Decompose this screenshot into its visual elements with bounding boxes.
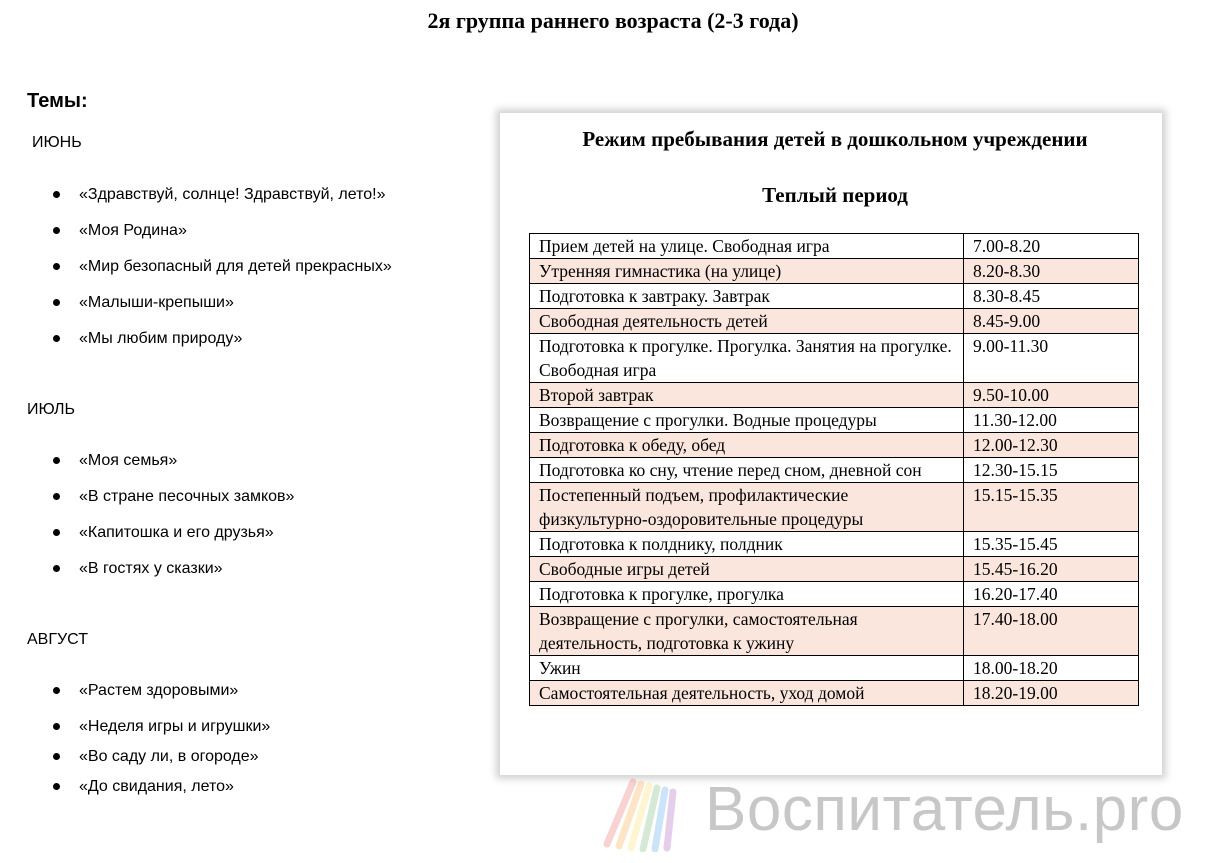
table-row [530,433,1139,458]
table-row [530,284,1139,309]
table-row [530,383,1139,408]
list-item: «Малыши-крепыши» [52,293,234,312]
time-cell: 9.00-11.30 [964,334,1139,383]
watermark [597,768,1217,858]
time-cell: 7.00-8.20 [964,234,1139,259]
activity-cell: Возвращение с прогулки. Водные процедуры [530,408,964,433]
table-row [530,334,1139,383]
activity-cell: Подготовка к прогулке. Прогулка. Занятия на прогулке. Свободная игра [530,334,964,383]
activity-cell: Подготовка к обеду, обед [530,433,964,458]
activity-cell: Утренняя гимнастика (на улице) [530,259,964,284]
list-item: «Моя Родина» [52,221,187,240]
list-item: «В стране песочных замков» [52,487,294,506]
activity-cell: Свободные игры детей [530,557,964,582]
time-cell: 16.20-17.40 [964,582,1139,607]
activity-cell: Второй завтрак [530,383,964,408]
time-cell: 18.20-19.00 [964,681,1139,706]
schedule-subheading: Теплый период [762,183,908,207]
list-item: «Здравствуй, солнце! Здравствуй, лето!» [52,185,386,204]
list-item: «Растем здоровыми» [52,681,238,700]
month-label-june: ИЮНЬ [32,134,82,151]
topics-heading: Темы: [27,90,88,112]
time-cell: 8.45-9.00 [964,309,1139,334]
time-cell: 12.30-15.15 [964,458,1139,483]
month-label-august: АВГУСТ [27,631,88,648]
list-item: «Мы любим природу» [52,329,242,348]
pencils-logo-icon [597,774,707,852]
time-cell: 11.30-12.00 [964,408,1139,433]
table-row [530,681,1139,706]
activity-cell: Подготовка к прогулке, прогулка [530,582,964,607]
time-cell: 15.15-15.35 [964,483,1139,532]
activity-cell: Прием детей на улице. Свободная игра [530,234,964,259]
activity-cell: Возвращение с прогулки, самостоятельная деятельность, подготовка к ужину [530,607,964,656]
time-cell: 9.50-10.00 [964,383,1139,408]
time-cell: 15.35-15.45 [964,532,1139,557]
list-item: «В гостях у сказки» [52,559,223,578]
table-row [530,309,1139,334]
table-row [530,458,1139,483]
activity-cell: Подготовка ко сну, чтение перед сном, дневной сон [530,458,964,483]
time-cell: 17.40-18.00 [964,607,1139,656]
table-row [530,557,1139,582]
schedule-table [529,233,1139,706]
list-item: «Капитошка и его друзья» [52,523,274,542]
list-item: «Мир безопасный для детей прекрасных» [52,257,392,276]
list-item: «До свидания, лето» [52,777,234,796]
list-item: «Во саду ли, в огороде» [52,747,259,766]
activity-cell: Подготовка к полднику, полдник [530,532,964,557]
list-item: «Моя семья» [52,451,177,470]
table-row [530,234,1139,259]
schedule-card [500,113,1162,775]
time-cell: 15.45-16.20 [964,557,1139,582]
table-row [530,656,1139,681]
watermark-text: Воспитатель.pro [705,775,1184,844]
schedule-heading: Режим пребывания детей в дошкольном учреждении [582,127,1088,151]
activity-cell: Свободная деятельность детей [530,309,964,334]
page-title: 2я группа раннего возраста (2-3 года) [427,8,799,33]
activity-cell: Самостоятельная деятельность, уход домой [530,681,964,706]
activity-cell: Ужин [530,656,964,681]
time-cell: 18.00-18.20 [964,656,1139,681]
table-row [530,532,1139,557]
table-row [530,408,1139,433]
time-cell: 8.20-8.30 [964,259,1139,284]
activity-cell: Постепенный подъем, профилактические физкультурно-оздоровительные процедуры [530,483,964,532]
time-cell: 12.00-12.30 [964,433,1139,458]
month-label-july: ИЮЛЬ [27,401,75,418]
time-cell: 8.30-8.45 [964,284,1139,309]
list-item: «Неделя игры и игрушки» [52,717,270,736]
table-row [530,259,1139,284]
table-row [530,607,1139,656]
table-row [530,582,1139,607]
table-row [530,483,1139,532]
activity-cell: Подготовка к завтраку. Завтрак [530,284,964,309]
